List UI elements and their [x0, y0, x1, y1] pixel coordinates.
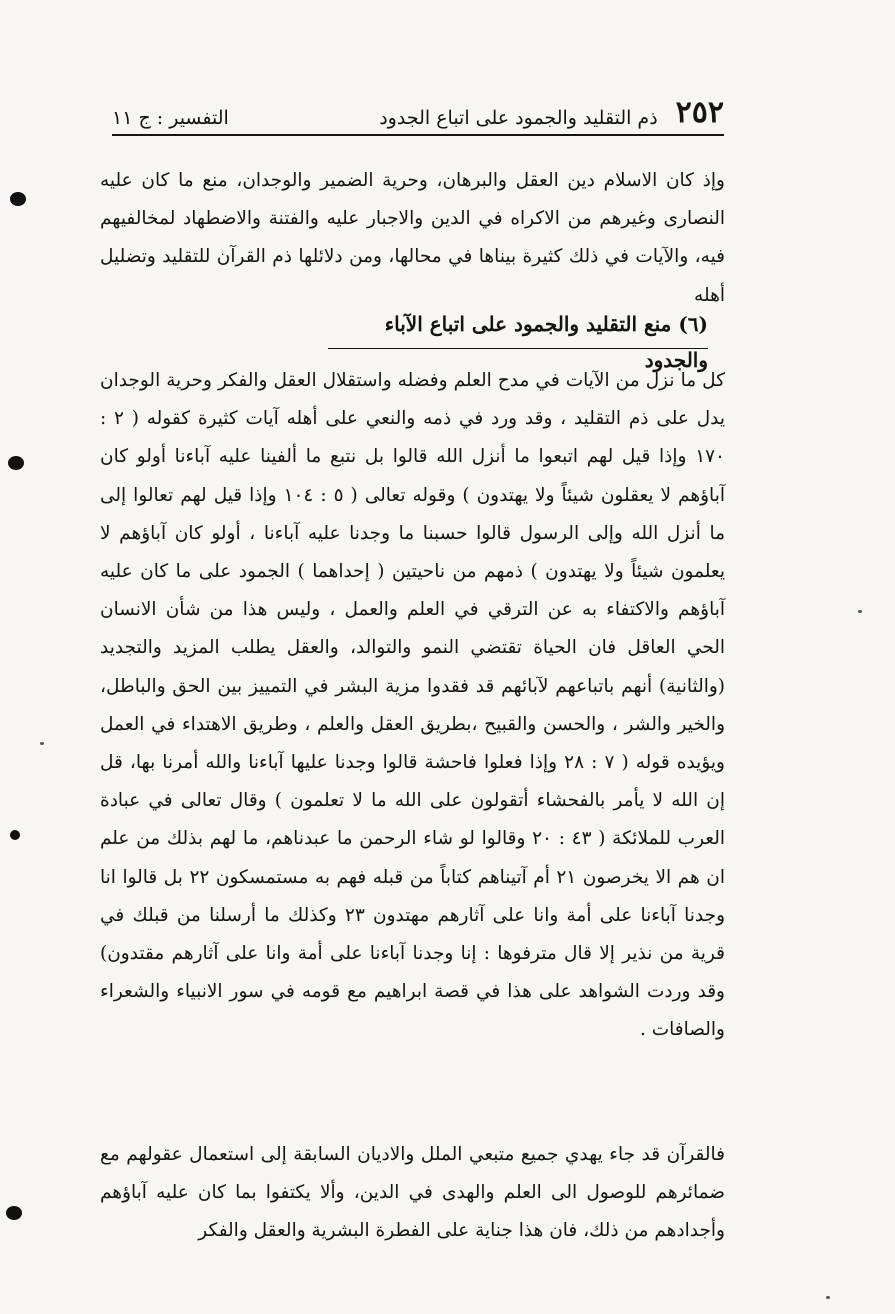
section-heading-underline [328, 348, 708, 349]
running-header [112, 92, 724, 128]
binding-hole-mark [10, 192, 26, 206]
body-paragraph: كل ما نزل من الآيات في مدح العلم وفضله واستقلال العقل والفكر وحرية الوجدان يدل على ذم التقليد ، وقد ورد في ذمه والنعي على أهله آيات كثيرة كقوله ( ٢ : ١٧٠ وإذا قيل لهم اتبعوا ما أنزل الله قالوا بل نتبع ما ألفينا عليه آباءنا أولو كان آباؤهم لا يعقلون شيئاً ولا يهتدون ) وقوله تعالى ( ٥ : ١٠٤ وإذا قيل لهم تعالوا إلى ما أنزل الله وإلى الرسول قالوا حسبنا ما وجدنا عليه آباءنا ، أولو كان آباؤهم لا يعلمون شيئاً ولا يهتدون ) ذمهم من ناحيتين ( إحداهما ) الجمود على ما كان عليه آباؤهم والاكتفاء به عن الترقي في العلم والعمل ، وليس هذا من شأن الانسان الحي العاقل فان الحياة تقتضي النمو والتوالد، والعقل يطلب المزيد والتجديد (والثانية) أنهم باتباعهم لآبائهم قد فقدوا مزية البشر في التمييز بين الحق والباطل، والخير والشر ، والحسن والقبيح ،بطريق العقل والعلم ، وطريق الاهتداء في العمل ويؤيده قوله ( ٧ : ٢٨ وإذا فعلوا فاحشة قالوا وجدنا عليها آباءنا والله أمرنا بها، قل إن الله لا يأمر بالفحشاء أتقولون على الله ما لا تعلمون ) وقال تعالى في عبادة العرب للملائكة ( ٤٣ : ٢٠ وقالوا لو شاء الرحمن ما عبدناهم، ما لهم بذلك من علم ان هم الا يخرصون ٢١ أم آتيناهم كتاباً من قبله فهم به مستمسكون ٢٢ بل قالوا انا وجدنا آباءنا على أمة وانا على آثارهم مهتدون ٢٣ وكذلك ما أرسلنا من قبلك في قرية من نذير إلا قال مترفوها : إنا وجدنا آباءنا على أمة وانا على آثارهم مقتدون) وقد وردت الشواهد على هذا في قصة ابراهيم مع قومه في سور الانبياء والشعراء والصافات . [100, 370, 725, 1041]
binding-hole-mark [6, 1206, 22, 1220]
binding-hole-mark [8, 456, 24, 470]
scan-speck [826, 1296, 830, 1299]
closing-paragraph: فالقرآن قد جاء يهدي جميع متبعي الملل والاديان السابقة إلى استعمال عقولهم مع ضمائرهم للوصول الى العلم والهدى في الدين، وألا يكتفوا بما كان عليه آباؤهم وأجدادهم من ذلك، فان هذا جناية على الفطرة البشرية والعقل والفكر [100, 1144, 725, 1242]
running-title: ذم التقليد والجمود على اتباع الجدود [379, 107, 658, 129]
volume-label: التفسير : ج ١١ [112, 107, 229, 129]
section-heading: (٦) منع التقليد والجمود على اتباع الآباء والجدود [384, 312, 708, 372]
header-rule [112, 134, 724, 136]
binding-hole-mark [10, 830, 20, 840]
page-number: ٢٥٢ [675, 95, 724, 130]
scan-speck [858, 610, 862, 613]
scan-speck [40, 742, 44, 745]
intro-paragraph: وإذ كان الاسلام دين العقل والبرهان، وحرية الضمير والوجدان، منع ما كان عليه النصارى وغيرهم من الاكراه في الدين والاجبار عليه والفتنة والاضطهاد لمخالفيهم فيه، والآيات في ذلك كثيرة بيناها في محالها، ومن دلائلها ذم القرآن للتقليد وتضليل أهله [100, 170, 725, 306]
